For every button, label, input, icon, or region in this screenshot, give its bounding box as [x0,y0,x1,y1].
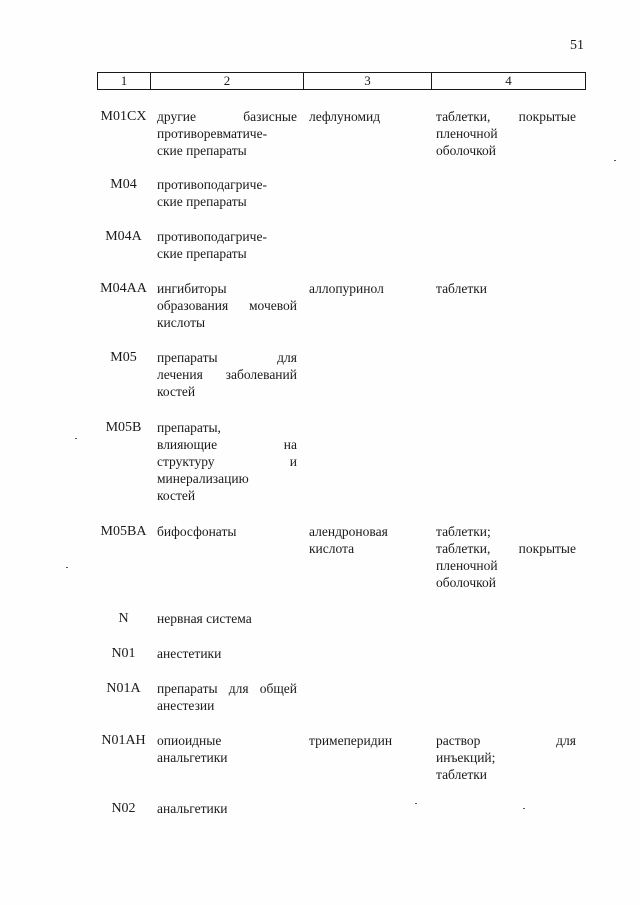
dosage-form-line: инъекций; [436,750,496,765]
group-name-line: противоподагриче- [157,177,267,192]
group-name-line: опиоидные [157,733,222,748]
group-name-line: нервная система [157,611,252,626]
dosage-form [436,523,576,591]
scan-speck [75,438,77,439]
atc-code: N01AH [101,733,146,748]
group-name-line: бифосфонаты [157,524,237,539]
atc-code: N02 [111,801,136,816]
group-name-line: анальгетики [157,801,228,816]
dosage-form-line: пленочной [436,558,498,573]
dosage-form-line: таблетки, покрытые [436,541,576,556]
scan-speck [66,567,68,568]
dosage-form [436,108,576,159]
table-header [97,72,586,90]
group-name-line: костей [157,488,196,503]
header-col-1: 1 [98,73,151,90]
group-name-line: анестезии [157,698,215,713]
group-name-line: образования мочевой [157,298,297,313]
group-name [157,419,297,504]
dosage-form-line: таблетки [436,281,488,296]
atc-code: M04 [110,177,137,192]
group-name-line: противоревматиче- [157,126,268,141]
atc-code: M04AA [100,281,147,296]
drug-name-line: алендроновая [309,524,388,539]
group-name [157,732,297,766]
drug-name-line: тримеперидин [309,733,393,748]
page-number: 51 [570,38,584,53]
group-name [157,800,297,817]
group-name-line: другие базисные [157,109,297,124]
group-name-line: ские препараты [157,194,247,209]
group-name-line: ингибиторы [157,281,227,296]
drug-name [309,280,427,297]
group-name [157,176,297,210]
group-name-line: препараты, [157,420,221,435]
atc-code: M04A [105,229,142,244]
group-name-line: анестетики [157,646,222,661]
atc-code: M01CX [100,109,147,124]
atc-code: N01A [106,681,141,696]
drug-name-line: кислота [309,541,355,556]
header-col-2: 2 [151,73,304,90]
drug-name [309,732,427,749]
group-name [157,680,297,714]
group-name-line: лечения заболеваний [157,367,297,382]
header-col-3: 3 [304,73,432,90]
dosage-form-line: раствор для [436,733,576,748]
dosage-form-line: таблетки, покрытые [436,109,576,124]
atc-code: N [118,611,129,626]
group-name-line: противоподагриче- [157,229,267,244]
atc-code: N01 [111,646,136,661]
group-name-line: кислоты [157,315,206,330]
dosage-form-line: оболочкой [436,575,496,590]
dosage-form [436,732,576,783]
group-name [157,280,297,331]
drug-name [309,108,427,125]
drug-name-line: лефлуномид [309,109,381,124]
group-name-line: анальгетики [157,750,228,765]
drug-name-line: аллопуринол [309,281,384,296]
group-name-line: ские препараты [157,143,247,158]
header-col-4: 4 [432,73,586,90]
atc-code: M05BA [100,524,147,539]
group-name-line: препараты для общей [157,681,297,696]
group-name-line: влияющие на [157,437,297,452]
scan-speck [523,808,525,809]
scan-speck [415,803,417,804]
group-name-line: костей [157,384,196,399]
group-name [157,349,297,400]
dosage-form [436,280,576,297]
group-name-line: препараты для [157,350,297,365]
atc-code: M05B [105,420,142,435]
dosage-form-line: таблетки [436,767,488,782]
group-name-line: ские препараты [157,246,247,261]
group-name [157,108,297,159]
dosage-form-line: таблетки; [436,524,491,539]
group-name [157,523,297,540]
group-name-line: минерализацию [157,471,249,486]
scan-speck [614,160,616,161]
group-name [157,645,297,662]
group-name [157,228,297,262]
atc-code: M05 [110,350,137,365]
drug-name [309,523,427,557]
group-name [157,610,297,627]
dosage-form-line: оболочкой [436,143,496,158]
group-name-line: структуру и [157,454,297,469]
dosage-form-line: пленочной [436,126,498,141]
